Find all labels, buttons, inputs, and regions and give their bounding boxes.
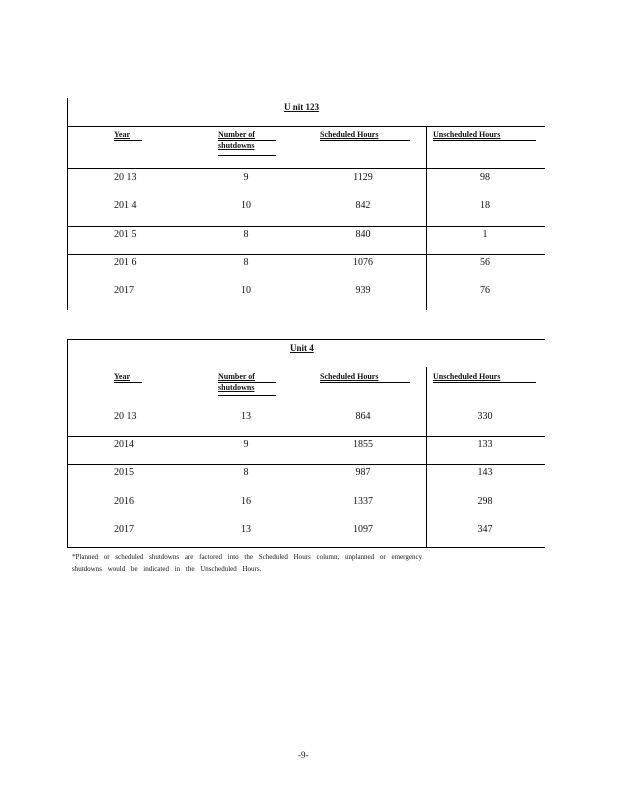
cell-scheduled: 840	[355, 229, 371, 240]
footnote	[72, 551, 422, 575]
header-unscheduled: Unscheduled Hours	[433, 130, 501, 139]
cell-unscheduled: 347	[477, 524, 493, 535]
header-scheduled: Scheduled Hours	[320, 130, 379, 139]
header-number-line1: Number of	[218, 372, 255, 381]
header-number-line2: shutdowns	[218, 383, 255, 392]
cell-unscheduled: 298	[477, 496, 493, 507]
header-underline	[114, 382, 142, 383]
header-underline	[218, 382, 276, 383]
header-underline	[218, 395, 276, 396]
cell-scheduled: 1076	[353, 257, 373, 268]
cell-unscheduled: 98	[480, 172, 490, 183]
cell-scheduled: 939	[355, 285, 371, 296]
row-divider	[67, 226, 545, 227]
cell-number: 9	[243, 172, 249, 183]
table-title: Unit 4	[290, 343, 314, 353]
column-divider	[426, 126, 427, 310]
cell-scheduled: 1129	[353, 172, 373, 183]
header-underline	[218, 155, 276, 156]
cell-year: 201 6	[114, 257, 137, 268]
cell-year: 2017	[114, 524, 134, 535]
table-border-top	[67, 339, 545, 340]
header-underline	[433, 382, 536, 383]
cell-year: 2017	[114, 285, 134, 296]
header-underline	[218, 140, 276, 141]
table-border-top	[67, 126, 545, 127]
cell-scheduled: 1097	[353, 524, 373, 535]
row-divider	[67, 168, 545, 169]
header-underline	[320, 140, 410, 141]
cell-year: 2015	[114, 467, 134, 478]
page-number: -9-	[298, 750, 309, 760]
cell-scheduled: 864	[355, 411, 371, 422]
row-divider	[67, 464, 545, 465]
cell-number: 9	[243, 439, 249, 450]
header-underline	[114, 140, 142, 141]
footnote-line2: shutdowns would be indicated in the Unscheduled Hours.	[72, 565, 262, 573]
header-underline	[433, 140, 536, 141]
header-number-line1: Number of	[218, 130, 255, 139]
cell-number: 8	[243, 467, 249, 478]
table-border-left	[67, 98, 68, 310]
cell-scheduled: 842	[355, 200, 371, 211]
cell-year: 201 4	[114, 200, 137, 211]
cell-scheduled: 1337	[353, 496, 373, 507]
header-scheduled: Scheduled Hours	[320, 372, 379, 381]
cell-number: 13	[241, 524, 251, 535]
header-number-line2: shutdowns	[218, 141, 255, 150]
cell-year: 2014	[114, 439, 134, 450]
cell-number: 10	[241, 285, 251, 296]
header-unscheduled: Unscheduled Hours	[433, 372, 501, 381]
cell-number: 8	[243, 229, 249, 240]
cell-number: 8	[243, 257, 249, 268]
cell-unscheduled: 133	[477, 439, 493, 450]
cell-year: 2016	[114, 496, 134, 507]
cell-year: 201 5	[114, 229, 137, 240]
cell-number: 10	[241, 200, 251, 211]
row-divider	[67, 436, 545, 437]
cell-number: 16	[241, 496, 251, 507]
table-border-left	[67, 339, 68, 548]
cell-scheduled: 987	[355, 467, 371, 478]
cell-unscheduled: 18	[480, 200, 490, 211]
cell-unscheduled: 330	[477, 411, 493, 422]
table-title: U nit 123	[284, 102, 320, 112]
cell-number: 13	[241, 411, 251, 422]
header-year: Year	[114, 372, 130, 381]
cell-unscheduled: 76	[480, 285, 490, 296]
row-divider	[67, 254, 545, 255]
cell-unscheduled: 1	[482, 229, 488, 240]
cell-unscheduled: 56	[480, 257, 490, 268]
footnote-line1: *Planned or scheduled shutdowns are factored into the Scheduled Hours column, unplanned or emergency	[72, 553, 423, 561]
cell-unscheduled: 143	[477, 467, 493, 478]
header-year: Year	[114, 130, 130, 139]
table-border-bottom	[67, 547, 545, 548]
cell-scheduled: 1855	[353, 439, 373, 450]
column-divider	[426, 367, 427, 548]
header-underline	[320, 382, 410, 383]
cell-year: 20 13	[114, 411, 137, 422]
cell-year: 20 13	[114, 172, 137, 183]
